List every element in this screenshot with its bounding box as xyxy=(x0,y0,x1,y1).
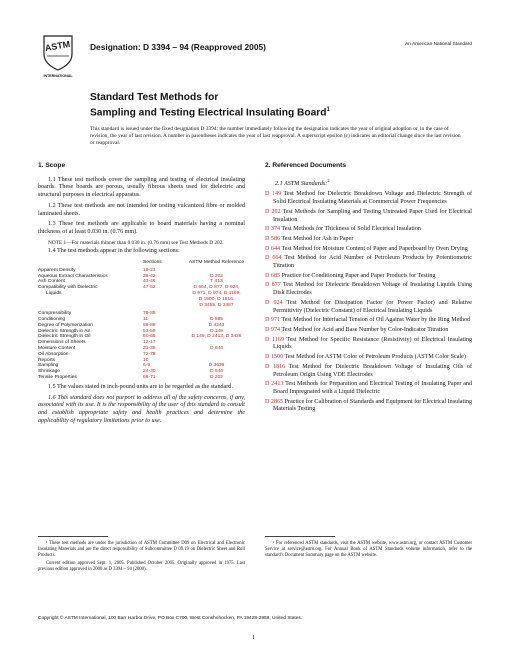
reference-code-link[interactable]: D 586 xyxy=(265,235,281,242)
reference-title: Practice for Calibration of Standards and Equipment for Electrical Insulating Materials Testing xyxy=(273,398,472,413)
scope-1-3: 1.3 These test methods are applicable to board materials having a nominal thickness of at least 0.030 in. (0.76 mm). xyxy=(38,221,245,235)
row-property: Dimensions of Sheets xyxy=(38,340,86,346)
row-sections: 12-17 xyxy=(143,340,156,346)
scope-section xyxy=(38,162,245,428)
reference-title: Test Method for Specific Resistance (Resistivity) of Electrical Insulating Liquids xyxy=(273,336,473,351)
reference-code-link[interactable]: D 374 xyxy=(265,226,281,233)
reference-title: Test Method for Interfacial Tension of Oil Against Water by the Ring Method xyxy=(281,317,471,324)
row-method: D 3455, D 3487 xyxy=(199,302,234,308)
scope-1-1: 1.1 These test methods cover the sampling and testing of electrical insulating boards. These boards are porous, usually fibrous sheets used for dielectric and structural purposes in electrical apparatus. xyxy=(38,176,245,199)
table-row xyxy=(38,375,245,381)
reference-item xyxy=(265,300,472,315)
page-number: 1 xyxy=(252,634,256,641)
table-row xyxy=(38,303,245,309)
row-method: D 644 xyxy=(209,346,224,352)
reference-code-link[interactable]: D 644 xyxy=(265,245,281,252)
reference-title: Test Method for ASTM Color of Petroleum Products (ASTM Color Scale) xyxy=(284,354,466,361)
designation: Designation: D 3394 – 94 (Reapproved 2005) xyxy=(90,42,266,52)
row-property: Sampling xyxy=(38,363,59,369)
reference-item xyxy=(265,381,472,396)
reference-item xyxy=(265,282,472,297)
row-method: D 149 xyxy=(209,328,224,334)
reference-code-link[interactable]: D 664 xyxy=(265,255,282,262)
reference-item xyxy=(265,226,472,234)
row-method: D 971, D 974, D 1169, xyxy=(192,290,241,296)
reference-code-link[interactable]: D 974 xyxy=(265,326,281,333)
row-property: Oil Absorption xyxy=(38,351,69,357)
reference-title: Test Methods for Thickness of Solid Electrical Insulation xyxy=(281,226,421,233)
reference-item xyxy=(265,354,472,362)
row-sections: 72-78 xyxy=(143,351,156,357)
referenced-documents-section xyxy=(265,162,472,416)
reference-item xyxy=(265,255,472,270)
row-property: Reports xyxy=(38,357,56,363)
reference-title: Test Method for Ash in Paper xyxy=(281,235,354,242)
astm-logo xyxy=(38,34,78,78)
sections-table xyxy=(38,260,245,381)
reference-item xyxy=(265,317,472,325)
row-property: Shrinkage xyxy=(38,369,61,375)
title-line-2: Sampling and Testing Electrical Insulating Board$^1$ xyxy=(90,107,330,119)
reference-item xyxy=(265,399,472,414)
american-national-standard: An American National Standard xyxy=(405,42,472,47)
row-method: D 1500, D 1816, xyxy=(198,296,235,302)
intro-paragraph: This standard is issued under the fixed designation D 3394; the number immediately following the designation indicates the year of original adoption or, in the case of revision, the year of last revision. A number in parentheses indicates the year of last reapproval. A superscript epsilon (ε) indicates an editorial change since the last revision or reapproval. xyxy=(90,126,461,146)
reference-title: Practice for Conditioning Paper and Paper Products for Testing xyxy=(281,272,436,279)
logo-caption: INTERNATIONAL xyxy=(43,74,73,78)
row-property: Aqueous Extract Characteristics xyxy=(38,273,108,279)
row-method: T 413 xyxy=(210,279,223,285)
reference-item xyxy=(265,364,472,379)
reference-code-link[interactable]: D 1500 xyxy=(265,354,284,361)
row-sections: 53-59 xyxy=(143,328,156,334)
row-sections: 43-46 xyxy=(143,279,156,285)
row-sections: 86-89 xyxy=(143,322,156,328)
reference-title: Test Method for Acid Number of Petroleum Products by Potentiometric Titration xyxy=(273,255,472,270)
footnote-rule xyxy=(38,536,108,537)
footnote-rule xyxy=(265,536,335,537)
reference-code-link[interactable]: D 2865 xyxy=(265,398,284,405)
reference-item xyxy=(265,191,472,206)
row-sections: 36-42 xyxy=(143,273,156,279)
reference-title: Test Method for Dielectric Breakdown Voltage and Dielectric Strength of Solid Electrical Insulating Materials at Commercial Power Frequencies xyxy=(273,191,472,206)
row-property: Degree of Polymerization xyxy=(38,322,93,328)
row-sections: 60-65 xyxy=(143,334,156,340)
reference-item xyxy=(265,337,472,352)
footnote-2 xyxy=(265,536,472,561)
reference-code-link[interactable]: D 971 xyxy=(265,317,281,324)
scope-1-4: 1.4 The test methods appear in the following sections: xyxy=(48,248,180,255)
row-sections: 31-35 xyxy=(143,346,156,352)
reference-title: Test Method for Dielectric Breakdown Voltage of Insulating Oils of Petroleum Origin Using VDE Electrodes xyxy=(273,363,472,378)
astm-standards-subheading: 2.1 ASTM Standards:$^2$ xyxy=(275,177,330,187)
reference-item xyxy=(265,209,472,224)
reference-title: Test Methods for Preparation and Electrical Testing of Insulating Paper and Board Impregnated with a Liquid Dielectric xyxy=(273,381,472,395)
row-property: Dielectric Strength in Air xyxy=(38,328,91,334)
row-property: Compatibility with Dielectric xyxy=(38,285,98,291)
row-property: Compressibility xyxy=(38,311,72,317)
title-line-1: Standard Test Methods for xyxy=(90,92,219,103)
reference-code-link[interactable]: D 685 xyxy=(265,272,281,279)
reference-item xyxy=(265,327,472,335)
row-property: Apparent Density xyxy=(38,267,76,273)
copyright: Copyright © ASTM International, 100 Barr Harbor Drive, PO Box C700, West Conshohocken, PA 19428-2959, United States. xyxy=(38,616,303,621)
referenced-heading: 2. Referenced Documents xyxy=(265,162,346,169)
row-property: Ash Content xyxy=(38,279,65,285)
scope-1-6: 1.6 This standard does not purport to address all of the safety concerns, if any, associated with its use. It is the responsibility of the user of this standard to consult and establish appropriate safety and health practices and determine the applicability of regulatory limitations prior to use. xyxy=(38,394,245,424)
reference-code-link[interactable]: D 1816 xyxy=(265,363,286,370)
reference-item xyxy=(265,236,472,244)
row-sections: 18-23 xyxy=(143,267,156,273)
reference-code-link[interactable]: D 924 xyxy=(265,299,283,306)
row-sections xyxy=(143,303,188,309)
row-property: Dielectric Strength in Oil xyxy=(38,334,91,340)
svg-text:ASTM: ASTM xyxy=(44,38,71,54)
row-property: Tensile Properties xyxy=(38,375,77,381)
footnote-1-text: ¹ These test methods are under the jurisdiction of ASTM Committee D09 on Electrical and Electronic Insulating Materials and are the direct responsibility of Subcommittee D 09.19 on Dielectric Sheet and Roll Products. xyxy=(38,541,245,558)
scope-1-5: 1.5 The values stated in inch-pound units are to be regarded as the standard. xyxy=(48,383,233,390)
row-method: D 202 xyxy=(209,273,224,279)
reference-item xyxy=(265,246,472,254)
reference-code-link[interactable]: D 202 xyxy=(265,208,281,215)
reference-title: Test Method for Dielectric Breakdown Voltage of Insulating Liquids Using Disk Electrodes xyxy=(273,282,472,297)
reference-list xyxy=(265,191,472,414)
row-method: D 4243 xyxy=(208,322,225,328)
row-sections: 10 xyxy=(143,357,149,363)
row-property: Moisture Content xyxy=(38,346,76,352)
row-property: Liquids xyxy=(46,290,62,296)
footnote-1-approval: Current edition approved Sept. 1, 2005. Published October 2005. Originally approved in 1975. Last previous edition approved in 2000 as D 3394 – 94 (2000). xyxy=(38,561,245,573)
row-sections: 24-30 xyxy=(143,369,156,375)
reference-title: Test Method for Acid and Base Number by Color-Indicator Titration xyxy=(281,326,449,333)
row-method: D 3636 xyxy=(208,363,225,369)
row-sections: 6-9 xyxy=(143,363,151,369)
reference-code-link[interactable]: D 2413 xyxy=(265,381,284,388)
reference-title: Test Method for Dissipation Factor (or Power Factor) and Relative Permittivity (Dielectric Constant) of Electrical Insulating Liquids xyxy=(273,299,472,314)
row-method: D 644 xyxy=(209,369,224,375)
footnote-2-text: ² For referenced ASTM standards, visit the ASTM website, www.astm.org, or contact ASTM Customer Service at service@astm.org. For Annual Book of ASTM Standards volume information, refer to the standard's Document Summary page on the ASTM website. xyxy=(265,541,472,558)
row-property xyxy=(38,303,143,309)
row-sections: 11 xyxy=(143,317,149,323)
row-method: D 202 xyxy=(209,375,224,381)
note-1: NOTE 1—For materials thinner than 0.030 in. (0.76 mm) see Test Methods D 202. xyxy=(48,239,224,246)
row-sections: 47-52 xyxy=(143,285,156,291)
scope-1-2: 1.2 These test methods are not intended for testing vulcanized fibre or molded laminated sheets. xyxy=(38,202,245,217)
row-property: Conditioning xyxy=(38,317,66,323)
scope-heading: 1. Scope xyxy=(38,162,66,169)
reference-title: Test Method for Moisture Content of Paper and Paperboard by Oven Drying xyxy=(281,245,468,252)
row-method: D 664, D 877, D 924, xyxy=(193,285,240,291)
row-method: D 149, D 2413, D 3426 xyxy=(191,334,242,340)
row-sections: 66-71 xyxy=(143,375,156,381)
reference-code-link[interactable]: D 149 xyxy=(265,191,282,198)
footnote-1 xyxy=(38,536,245,576)
reference-title: Test Methods for Sampling and Testing Untreated Paper Used for Electrical Insulation xyxy=(273,208,472,223)
row-sections: 79-85 xyxy=(143,311,156,317)
row-method: D 685 xyxy=(209,317,224,323)
reference-code-link[interactable]: D 1169 xyxy=(265,336,284,343)
document-title xyxy=(90,92,330,119)
reference-code-link[interactable]: D 877 xyxy=(265,282,281,289)
reference-item xyxy=(265,273,472,281)
table-header: Sections ASTM Method Reference xyxy=(143,259,245,265)
